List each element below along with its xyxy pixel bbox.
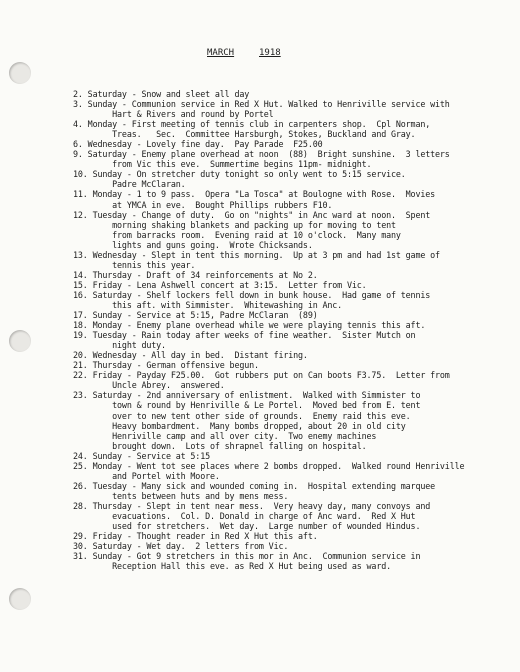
entry-line: town & round by Henriville & Le Portel. Moved bed from E. tent [73, 400, 421, 411]
diary-entry [73, 451, 513, 461]
entry-line: 14. Thursday - Draft of 34 reinforcements at No 2. [73, 269, 318, 280]
binder-hole [9, 62, 31, 84]
entry-line: over to new tent other side of grounds. Enemy raid this eve. [73, 410, 411, 421]
diary-entry [73, 250, 513, 270]
diary-entry [73, 360, 513, 370]
diary-entry [73, 119, 513, 139]
entry-line: 18. Monday - Enemy plane overhead while we were playing tennis this aft. [73, 320, 426, 331]
entry-line: morning shaking blankets and packing up for moving to tent [73, 219, 396, 230]
diary-entry [73, 370, 513, 390]
diary-entry [73, 149, 513, 169]
entry-line: Uncle Abrey. answered. [73, 380, 225, 391]
diary-entries [73, 89, 513, 571]
diary-entry [73, 541, 513, 551]
heading-year: 1918 [259, 48, 281, 58]
diary-entry [73, 551, 513, 571]
entry-line: at YMCA in eve. Bought Phillips rubbers F10. [73, 199, 333, 210]
entry-line: 15. Friday - Lena Ashwell concert at 3:15. Letter from Vic. [73, 279, 367, 290]
entry-line: Heavy bombardment. Many bombs dropped, about 20 in old city [73, 420, 406, 431]
entry-line: Henriville camp and all over city. Two enemy machines [73, 430, 377, 441]
diary-entry [73, 531, 513, 541]
entry-line: 19. Tuesday - Rain today after weeks of fine weather. Sister Mutch on [73, 330, 416, 341]
diary-entry [73, 89, 513, 99]
entry-line: 30. Saturday - Wet day. 2 letters from Vic. [73, 541, 289, 552]
entry-line: 25. Monday - Went tot see places where 2 bombs dropped. Walked round Henriville [73, 460, 465, 471]
diary-entry [73, 189, 513, 209]
entry-line: 17. Sunday - Service at 5:15, Padre McClaran (89) [73, 310, 318, 321]
binder-hole [9, 330, 31, 352]
diary-entry [73, 210, 513, 250]
diary-entry [73, 461, 513, 481]
entry-line: 4. Monday - First meeting of tennis club in carpenters shop. Cpl Norman, [73, 119, 431, 130]
page-heading [0, 48, 520, 62]
diary-entry [73, 139, 513, 149]
entry-line: 29. Friday - Thought reader in Red X Hut this aft. [73, 531, 318, 542]
entry-line: 20. Wednesday - All day in bed. Distant firing. [73, 350, 308, 361]
binder-hole [9, 588, 31, 610]
entry-line: 11. Monday - 1 to 9 pass. Opera "La Tosca" at Boulogne with Rose. Movies [73, 189, 436, 200]
entry-line: used for stretchers. Wet day. Large number of wounded Hindus. [73, 521, 421, 532]
entry-line: evacuations. Col. D. Donald in charge of Anc ward. Red X Hut [73, 510, 416, 521]
diary-entry [73, 99, 513, 119]
entry-line: Treas. Sec. Committee Harsburgh, Stokes, Buckland and Gray. [73, 129, 416, 140]
entry-line: 23. Saturday - 2nd anniversary of enlistment. Walked with Simmister to [73, 390, 421, 401]
entry-line: 16. Saturday - Shelf lockers fell down in bunk house. Had game of tennis [73, 289, 431, 300]
entry-line: 31. Sunday - Got 9 stretchers in this mor in Anc. Communion service in [73, 551, 421, 562]
entry-line: Padre McClaran. [73, 179, 186, 190]
entry-line: 3. Sunday - Communion service in Red X Hut. Walked to Henriville service with [73, 99, 450, 110]
diary-entry [73, 330, 513, 350]
diary-entry [73, 501, 513, 531]
entry-line: 26. Tuesday - Many sick and wounded coming in. Hospital extending marquee [73, 480, 436, 491]
diary-entry [73, 390, 513, 450]
entry-line: lights and guns going. Wrote Chicksands. [73, 239, 313, 250]
entry-line: Hart & Rivers and round by Portel [73, 109, 274, 120]
entry-line: 12. Tuesday - Change of duty. Go on "nights" in Anc ward at noon. Spent [73, 209, 431, 220]
entry-line: this aft. with Simmister. Whitewashing in Anc. [73, 299, 343, 310]
entry-line: 28. Thursday - Slept in tent near mess. Very heavy day, many convoys and [73, 500, 431, 511]
entry-line: 2. Saturday - Snow and sleet all day [73, 89, 250, 99]
entry-line: from barracks room. Evening raid at 10 o'clock. Many many [73, 229, 401, 240]
entry-line: tennis this year. [73, 259, 196, 270]
entry-line: 21. Thursday - German offensive begun. [73, 360, 259, 371]
diary-entry [73, 320, 513, 330]
diary-entry [73, 310, 513, 320]
entry-line: tents between huts and by mens mess. [73, 490, 289, 501]
diary-entry [73, 481, 513, 501]
entry-line: 9. Saturday - Enemy plane overhead at noon (88) Bright sunshine. 3 letters [73, 149, 450, 160]
entry-line: 24. Sunday - Service at 5:15 [73, 450, 210, 461]
entry-line: from Vic this eve. Summertime begins 11pm- midnight. [73, 159, 372, 170]
entry-line: 6. Wednesday - Lovely fine day. Pay Parade F25.00 [73, 139, 323, 150]
entry-line: 22. Friday - Payday F25.00. Got rubbers put on Can boots F3.75. Letter from [73, 370, 450, 381]
diary-entry [73, 280, 513, 290]
diary-entry [73, 350, 513, 360]
diary-entry [73, 290, 513, 310]
entry-line: Reception Hall this eve. as Red X Hut being used as ward. [73, 561, 391, 572]
diary-entry [73, 169, 513, 189]
entry-line: night duty. [73, 340, 166, 351]
entry-line: 10. Sunday - On stretcher duty tonight so only went to 5:15 service. [73, 169, 406, 180]
entry-line: and Portel with Moore. [73, 470, 220, 481]
diary-entry [73, 270, 513, 280]
heading-month: MARCH [207, 48, 235, 58]
entry-line: brought down. Lots of shrapnel falling on hospital. [73, 440, 367, 451]
entry-line: 13. Wednesday - Slept in tent this morning. Up at 3 pm and had 1st game of [73, 249, 440, 260]
